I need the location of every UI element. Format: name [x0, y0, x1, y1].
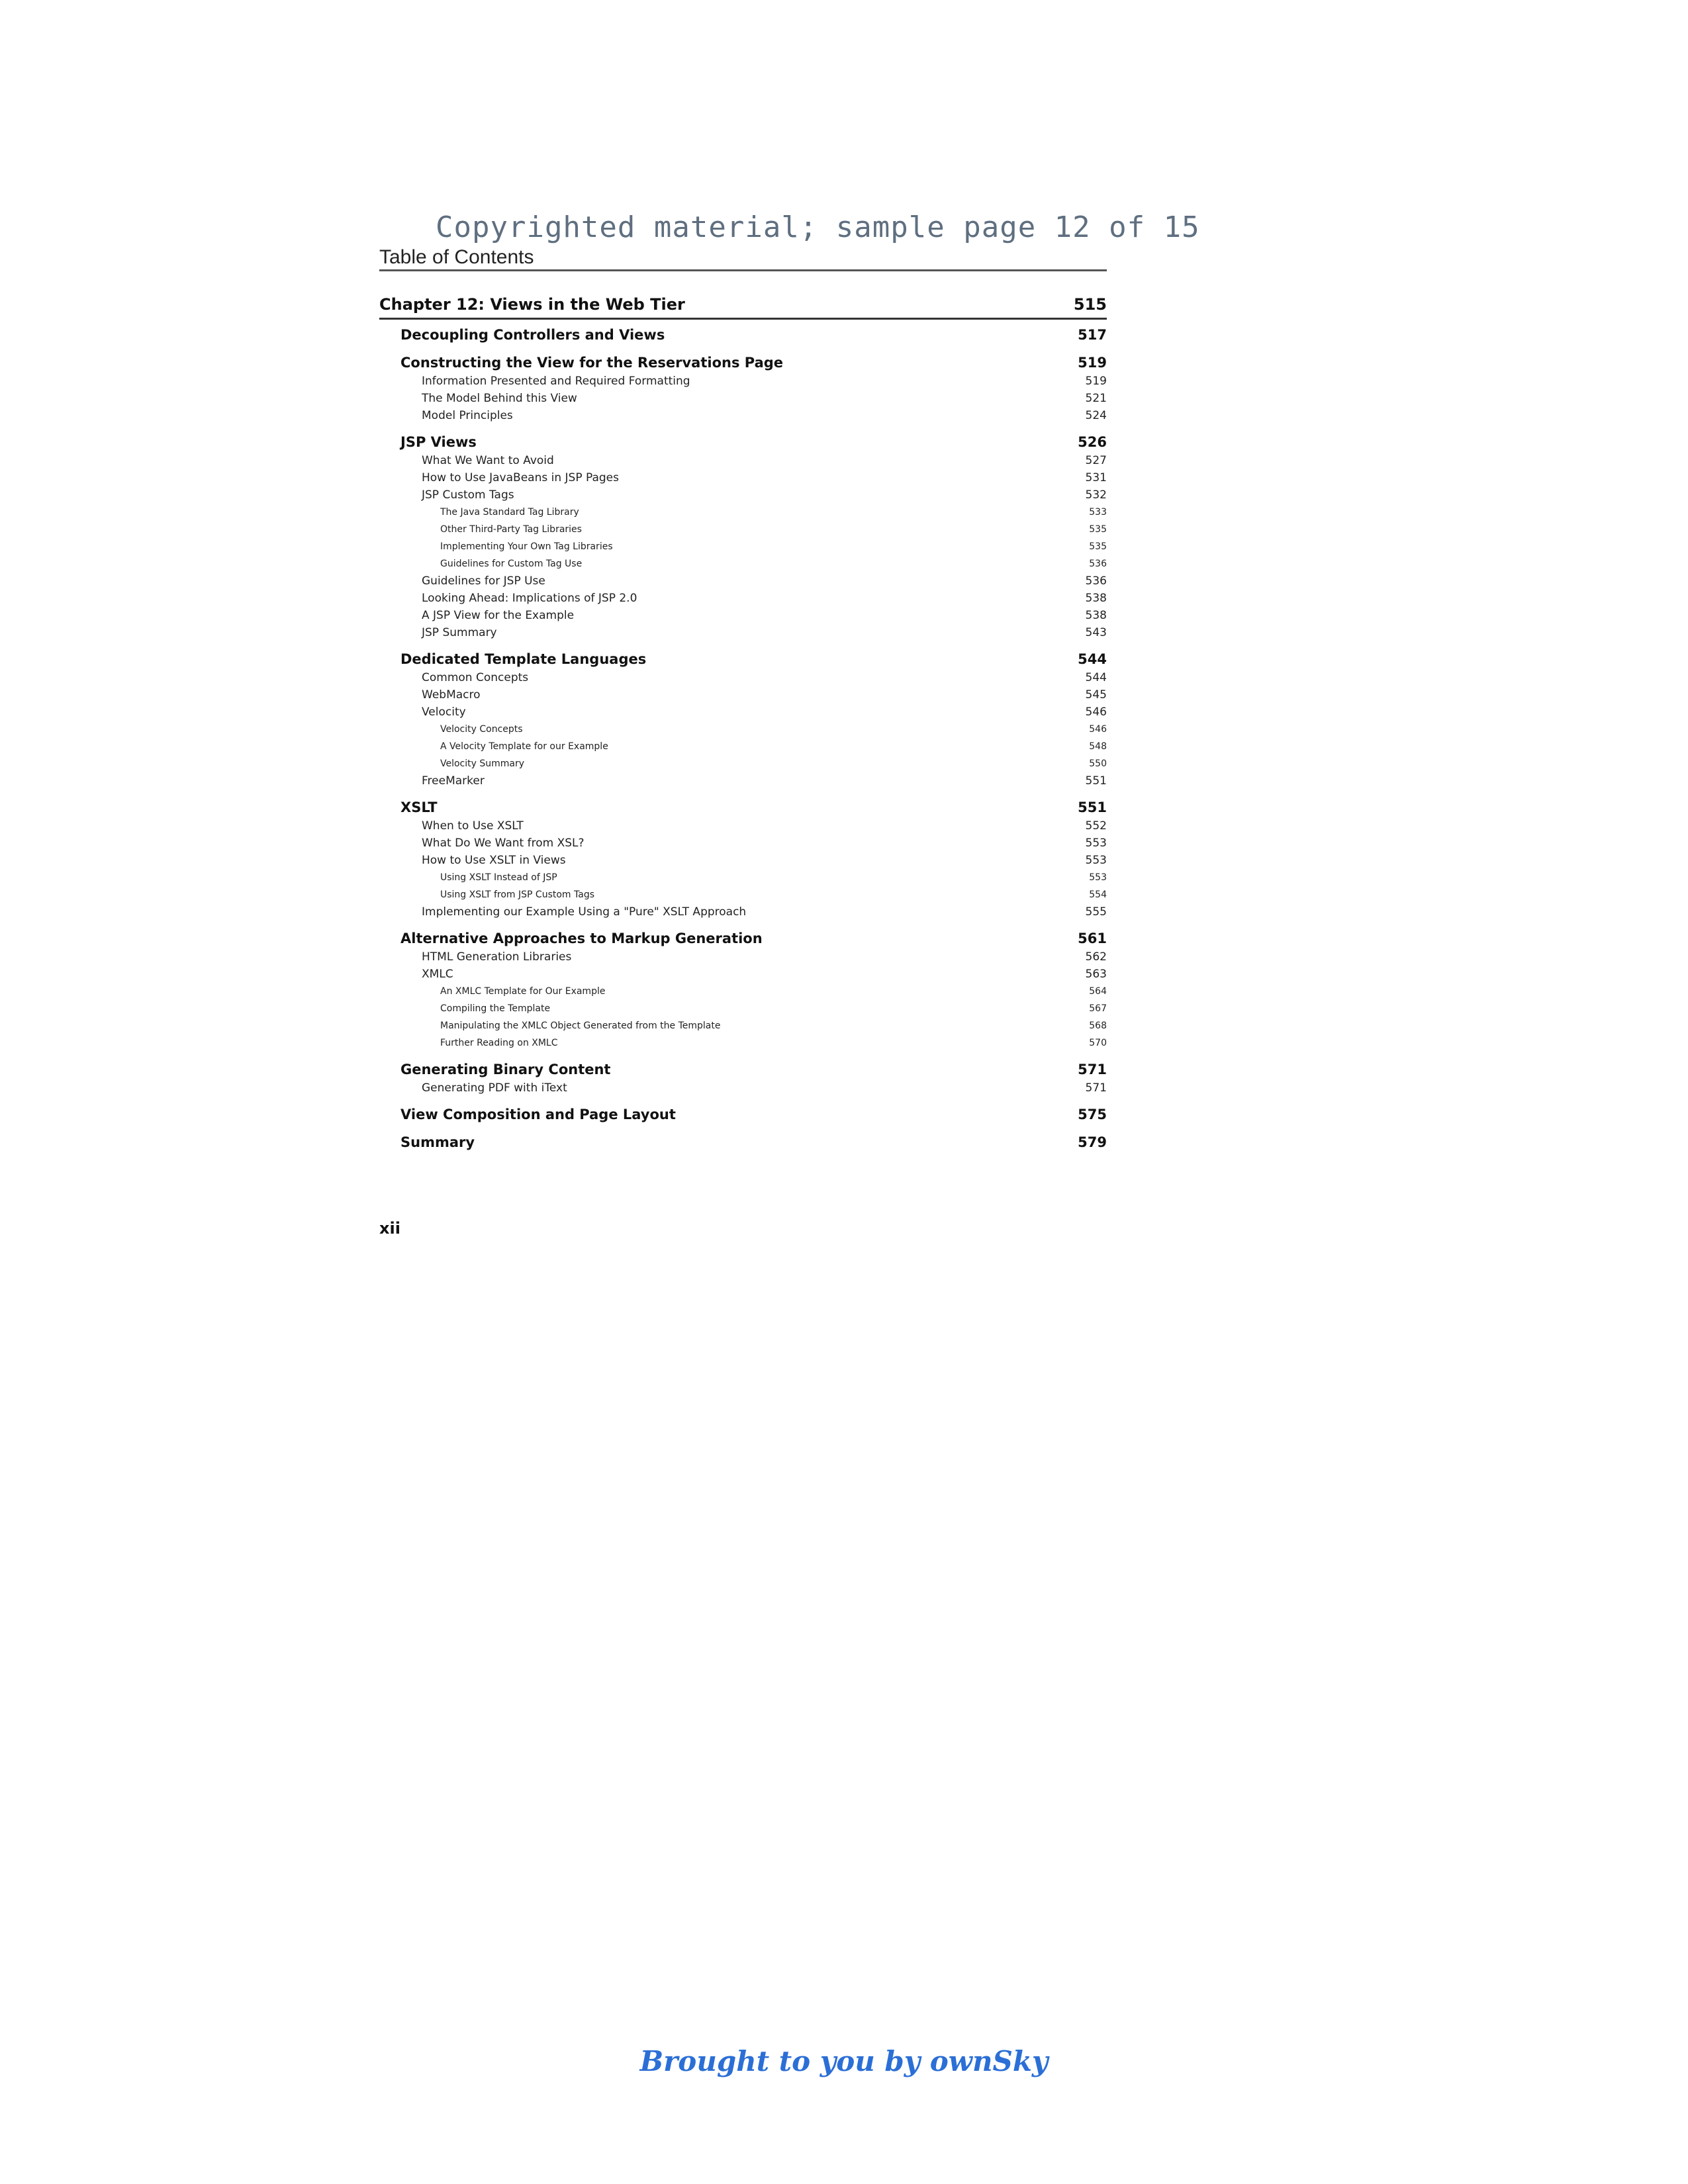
toc-entry-title: Decoupling Controllers and Views	[400, 327, 665, 343]
toc-entry-page-number: 517	[1078, 327, 1107, 343]
toc-entry-page-number: 546	[1089, 724, 1107, 735]
toc-entry-level-1[interactable]	[379, 325, 1107, 345]
toc-entry-level-2[interactable]	[379, 948, 1107, 966]
toc-entry-title: An XMLC Template for Our Example	[440, 986, 606, 997]
toc-entry-level-2[interactable]	[379, 486, 1107, 504]
toc-entry-level-2[interactable]	[379, 590, 1107, 607]
toc-entry-title: WebMacro	[422, 688, 481, 702]
toc-entry-page-number: 555	[1085, 905, 1107, 919]
toc-entry-level-2[interactable]	[379, 903, 1107, 921]
toc-entry-level-1[interactable]	[379, 1060, 1107, 1079]
toc-entry-title: Dedicated Template Languages	[400, 651, 647, 667]
toc-entry-title: JSP Summary	[422, 626, 497, 639]
toc-entry-title: The Model Behind this View	[422, 392, 577, 405]
toc-entry-level-1[interactable]	[379, 353, 1107, 373]
toc-entry-title: XSLT	[400, 799, 438, 815]
table-of-contents	[379, 291, 1107, 1152]
toc-entry-level-2[interactable]	[379, 390, 1107, 407]
toc-entry-title: When to Use XSLT	[422, 819, 524, 833]
toc-entry-level-2[interactable]	[379, 835, 1107, 852]
toc-entry-page-number: 536	[1089, 559, 1107, 569]
toc-entry-level-3[interactable]	[379, 755, 1107, 772]
toc-entry-page-number: 552	[1085, 819, 1107, 833]
toc-entry-page-number: 570	[1089, 1038, 1107, 1048]
toc-entry-title: How to Use XSLT in Views	[422, 854, 566, 867]
toc-entry-title: A Velocity Template for our Example	[440, 741, 608, 752]
watermark-text: Copyrighted material; sample page 12 of 15	[436, 210, 1200, 244]
toc-entry-title: How to Use JavaBeans in JSP Pages	[422, 471, 619, 484]
toc-entry-page-number: 553	[1085, 854, 1107, 867]
toc-entry-page-number: 538	[1085, 609, 1107, 622]
toc-entry-page-number: 536	[1085, 574, 1107, 588]
toc-entry-page-number: 564	[1089, 986, 1107, 997]
toc-entry-level-2[interactable]	[379, 1079, 1107, 1097]
toc-entry-page-number: 546	[1085, 705, 1107, 719]
chapter-page-number: 515	[1073, 295, 1107, 314]
toc-entry-title: What Do We Want from XSL?	[422, 837, 585, 850]
toc-entry-level-3[interactable]	[379, 538, 1107, 555]
toc-entry-title: Summary	[400, 1134, 475, 1150]
toc-entry-page-number: 533	[1089, 507, 1107, 518]
toc-entry-title: JSP Custom Tags	[422, 488, 514, 502]
toc-entry-level-1[interactable]	[379, 432, 1107, 452]
toc-entry-title: FreeMarker	[422, 774, 485, 788]
toc-entry-title: Common Concepts	[422, 671, 529, 684]
toc-entry-level-2[interactable]	[379, 469, 1107, 486]
toc-entry-title: Implementing our Example Using a "Pure" XSLT Approach	[422, 905, 747, 919]
toc-entry-page-number: 544	[1078, 651, 1107, 667]
toc-entry-level-3[interactable]	[379, 983, 1107, 1000]
toc-entry-page-number: 532	[1085, 488, 1107, 502]
toc-entry-title: Information Presented and Required Formatting	[422, 375, 690, 388]
toc-entry-title: Using XSLT from JSP Custom Tags	[440, 889, 595, 900]
toc-entry-title: Guidelines for JSP Use	[422, 574, 545, 588]
toc-entry-level-1[interactable]	[379, 649, 1107, 669]
toc-entry-level-1[interactable]	[379, 1105, 1107, 1124]
toc-entry-title: Generating PDF with iText	[422, 1081, 567, 1095]
toc-entry-title: The Java Standard Tag Library	[440, 507, 579, 518]
toc-entry-level-2[interactable]	[379, 704, 1107, 721]
toc-entry-page-number: 571	[1085, 1081, 1107, 1095]
toc-entry-page-number: 553	[1085, 837, 1107, 850]
toc-entry-title: Further Reading on XMLC	[440, 1038, 558, 1048]
toc-entry-title: JSP Views	[400, 434, 477, 450]
toc-entry-level-3[interactable]	[379, 886, 1107, 903]
toc-entry-level-3[interactable]	[379, 521, 1107, 538]
toc-entry-level-2[interactable]	[379, 373, 1107, 390]
toc-entry-title: HTML Generation Libraries	[422, 950, 572, 964]
toc-entry-level-3[interactable]	[379, 504, 1107, 521]
toc-entry-page-number: 527	[1085, 454, 1107, 467]
toc-entry-level-1[interactable]	[379, 929, 1107, 948]
toc-entry-title: Model Principles	[422, 409, 513, 422]
toc-entry-level-2[interactable]	[379, 772, 1107, 790]
toc-entry-title: Other Third-Party Tag Libraries	[440, 524, 582, 535]
toc-entry-level-2[interactable]	[379, 852, 1107, 869]
toc-entry-title: Guidelines for Custom Tag Use	[440, 559, 583, 569]
toc-entry-level-1[interactable]	[379, 797, 1107, 817]
toc-entry-title: What We Want to Avoid	[422, 454, 554, 467]
chapter-title: Chapter 12: Views in the Web Tier	[379, 295, 685, 314]
toc-entry-title: A JSP View for the Example	[422, 609, 575, 622]
toc-entry-page-number: 521	[1085, 392, 1107, 405]
toc-entry-level-3[interactable]	[379, 1034, 1107, 1052]
running-header: Table of Contents	[379, 246, 534, 268]
toc-entry-page-number: 571	[1078, 1062, 1107, 1077]
toc-entry-page-number: 535	[1089, 524, 1107, 535]
toc-entry-page-number: 543	[1085, 626, 1107, 639]
toc-entry-level-2[interactable]	[379, 624, 1107, 641]
toc-entry-title: Compiling the Template	[440, 1003, 551, 1014]
toc-entry-page-number: 575	[1078, 1107, 1107, 1122]
toc-entry-title: Alternative Approaches to Markup Generation	[400, 931, 763, 946]
toc-entry-page-number: 551	[1078, 799, 1107, 815]
toc-entry-title: Looking Ahead: Implications of JSP 2.0	[422, 592, 637, 605]
toc-entry-level-2[interactable]	[379, 572, 1107, 590]
toc-entry-page-number: 519	[1078, 355, 1107, 371]
toc-entry-page-number: 551	[1085, 774, 1107, 788]
toc-entry-title: Implementing Your Own Tag Libraries	[440, 541, 613, 552]
toc-entry-level-3[interactable]	[379, 738, 1107, 755]
toc-entry-title: Velocity	[422, 705, 466, 719]
toc-entry-page-number: 579	[1078, 1134, 1107, 1150]
toc-entry-level-2[interactable]	[379, 966, 1107, 983]
toc-entry-page-number: 531	[1085, 471, 1107, 484]
toc-entry-title: XMLC	[422, 968, 453, 981]
toc-entry-title: Generating Binary Content	[400, 1062, 611, 1077]
toc-entry-title: Velocity Summary	[440, 758, 525, 769]
toc-entry-level-2[interactable]	[379, 817, 1107, 835]
toc-entry-level-2[interactable]	[379, 686, 1107, 704]
toc-entry-page-number: 553	[1089, 872, 1107, 883]
toc-entry-page-number: 550	[1089, 758, 1107, 769]
toc-entry-level-2[interactable]	[379, 607, 1107, 624]
toc-entry-page-number: 535	[1089, 541, 1107, 552]
toc-entry-page-number: 519	[1085, 375, 1107, 388]
chapter-heading[interactable]	[379, 291, 1107, 320]
toc-entry-page-number: 524	[1085, 409, 1107, 422]
header-rule	[379, 269, 1107, 271]
toc-entry-page-number: 526	[1078, 434, 1107, 450]
page-folio: xii	[379, 1219, 400, 1238]
toc-entry-page-number: 545	[1085, 688, 1107, 702]
toc-entry-level-2[interactable]	[379, 407, 1107, 424]
toc-entry-title: Constructing the View for the Reservations Page	[400, 355, 784, 371]
toc-entry-page-number: 563	[1085, 968, 1107, 981]
toc-entry-level-3[interactable]	[379, 555, 1107, 572]
toc-entry-level-1[interactable]	[379, 1132, 1107, 1152]
toc-entry-page-number: 568	[1089, 1021, 1107, 1031]
toc-entry-page-number: 544	[1085, 671, 1107, 684]
toc-entry-page-number: 561	[1078, 931, 1107, 946]
toc-entry-title: Velocity Concepts	[440, 724, 523, 735]
footer-credit: Brought to you by ownSky	[639, 2045, 1049, 2077]
toc-entry-title: Using XSLT Instead of JSP	[440, 872, 557, 883]
toc-entry-level-3[interactable]	[379, 1000, 1107, 1017]
toc-entry-level-2[interactable]	[379, 669, 1107, 686]
toc-entry-page-number: 548	[1089, 741, 1107, 752]
toc-entry-title: Manipulating the XMLC Object Generated from the Template	[440, 1021, 721, 1031]
toc-entry-level-2[interactable]	[379, 452, 1107, 469]
toc-entry-page-number: 562	[1085, 950, 1107, 964]
toc-entry-level-3[interactable]	[379, 721, 1107, 738]
toc-entry-title: View Composition and Page Layout	[400, 1107, 676, 1122]
toc-entry-page-number: 538	[1085, 592, 1107, 605]
toc-entry-page-number: 567	[1089, 1003, 1107, 1014]
toc-entry-level-3[interactable]	[379, 869, 1107, 886]
toc-entry-level-3[interactable]	[379, 1017, 1107, 1034]
toc-entry-page-number: 554	[1089, 889, 1107, 900]
